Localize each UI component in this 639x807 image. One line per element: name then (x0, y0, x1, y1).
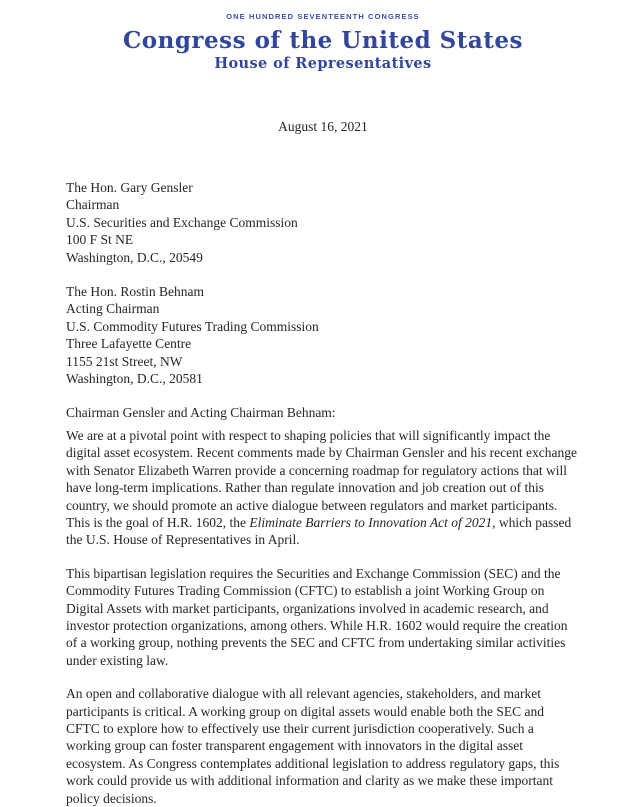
recipient-address-sec (66, 179, 580, 266)
paragraph-3: An open and collaborative dialogue with all relevant agencies, stakeholders, and market participants is critical. A working group on digital assets would enable both the SEC and CFTC to explore how to effectively use their current jurisdiction cooperatively. Such a working group can foster transparent engagement with innovators in the digital asset ecosystem. As Congress contemplates additional legislation to address regulatory gaps, this work could provide us with additional information and clarity as we make these important policy decisions. (66, 686, 560, 806)
address-line: Washington, D.C., 20549 (66, 249, 203, 265)
address-line: Acting Chairman (66, 301, 160, 317)
bill-title-italic: Eliminate Barriers to Innovation Act of 2021 (249, 514, 493, 530)
letter-date: August 16, 2021 (278, 119, 368, 134)
address-line: Three Lafayette Centre (66, 336, 192, 352)
congress-session-line: ONE HUNDRED SEVENTEENTH CONGRESS (226, 12, 420, 21)
address-line: U.S. Commodity Futures Trading Commission (66, 318, 319, 334)
address-line: The Hon. Gary Gensler (66, 180, 193, 195)
letterhead (66, 8, 580, 73)
address-line: 100 F St NE (66, 232, 134, 248)
paragraph-2: This bipartisan legislation requires the Securities and Exchange Commission (SEC) and the Commodity Futures Trading Commission (CFTC) to establish a joint Working Group on Digital Assets with market participants, organizations involved in academic research, and investor protection organizations, among others. While H.R. 1602 would require the creation of a working group, nothing prevents the SEC and CFTC from undertaking similar activities under existing law. (66, 565, 568, 668)
salutation: Chairman Gensler and Acting Chairman Behnam: (66, 405, 336, 421)
paragraph-1-text: We are at a pivotal point with respect to shaping policies that will significantly impact the digital asset ecosystem. Recent comments made by Chairman Gensler and his recent exchange with Senator Elizabeth Warren provide a concerning roadmap for regulatory actions that will have long-term implications. Rather than regulate innovation and job creation out of this country, we should promote an active dialogue between regulators and market participants. This is the goal of H.R. 1602, the (66, 427, 577, 530)
letterhead-title: Congress of the United States (122, 27, 524, 54)
address-line: Chairman (66, 197, 120, 213)
paragraph-1 (66, 427, 580, 549)
address-line: 1155 21st Street, NW (66, 353, 183, 369)
paragraph-1-text-after: , which passed the U.S. House of Representatives in April. (66, 514, 572, 548)
letterhead-subtitle: House of Representatives (214, 55, 432, 72)
address-line: Washington, D.C., 20581 (66, 371, 203, 387)
address-line: U.S. Securities and Exchange Commission (66, 214, 298, 230)
recipient-address-cftc (66, 283, 580, 387)
address-line: The Hon. Rostin Behnam (66, 284, 204, 300)
